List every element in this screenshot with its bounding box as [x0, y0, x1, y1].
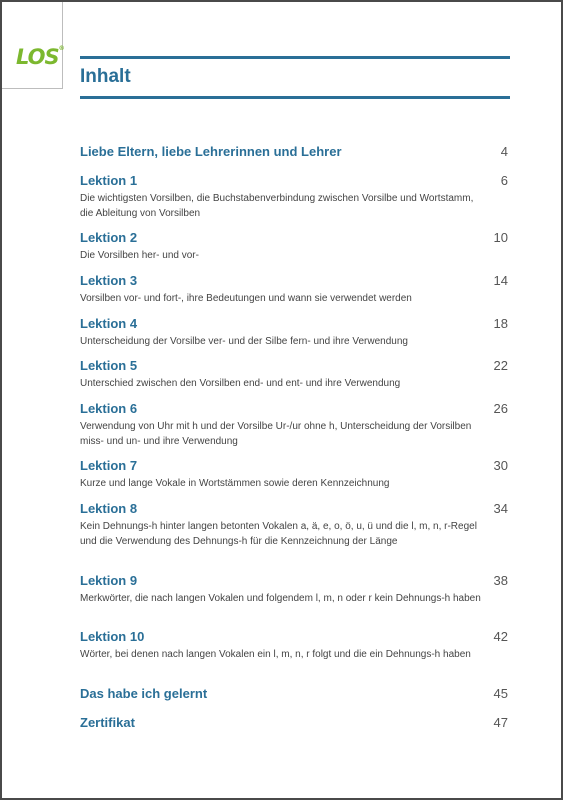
toc-entry-description: Merkwörter, die nach langen Vokalen und folgendem l, m, n oder r kein Dehnungs-h haben: [80, 593, 481, 604]
toc-entry: [80, 501, 510, 549]
toc-page-number: 30: [493, 458, 508, 473]
toc-page-number: 34: [493, 501, 508, 516]
toc-entry: [80, 686, 510, 702]
toc-entry-description: Verwendung von Uhr mit h und der Vorsilbe Ur-/ur ohne h, Unterscheidung der Vorsilben miss- und un- und ihre Verwendung: [80, 421, 472, 447]
logo-text: LOS: [16, 45, 59, 69]
registered-mark: ®: [58, 45, 65, 52]
toc-entry: [80, 316, 510, 349]
toc-entry: [80, 715, 510, 731]
toc-entry-description: Wörter, bei denen nach langen Vokalen ein l, m, n, r folgt und die ein Dehnungs-h haben: [80, 649, 471, 660]
title-rule-bottom: [80, 96, 510, 99]
toc-entry: [80, 401, 510, 449]
toc-entry-description: Die Vorsilben her- und vor-: [80, 250, 199, 261]
toc-entry-description: Kein Dehnungs-h hinter langen betonten Vokalen a, ä, e, o, ö, u, ü und die l, m, n, r-Regel und die Verwendung des Dehnungs-h für die Kennzeichnung der Länge: [80, 521, 477, 547]
toc-page-number: 45: [493, 686, 508, 701]
toc-entry-title: Lektion 10: [80, 629, 145, 644]
toc-entry-title: Lektion 1: [80, 173, 138, 188]
toc-entry: [80, 629, 510, 662]
toc-page-number: 18: [493, 316, 508, 331]
toc-entry: [80, 358, 510, 391]
toc-page-number: 4: [500, 144, 508, 159]
toc-entry: [80, 458, 510, 491]
toc-entry-title: Lektion 2: [80, 230, 138, 245]
title-rule-top: [80, 56, 510, 59]
toc-page-number: 6: [500, 173, 508, 188]
toc-entry-title: Lektion 7: [80, 458, 138, 473]
toc-entry-title: Lektion 6: [80, 401, 138, 416]
toc-entry-title: Liebe Eltern, liebe Lehrerinnen und Lehrer: [80, 144, 342, 159]
toc-entry-title: Zertifikat: [80, 715, 135, 730]
toc-entry-title: Lektion 8: [80, 501, 138, 516]
toc-entry: [80, 230, 510, 263]
toc-entry-description: Vorsilben vor- und fort-, ihre Bedeutungen und wann sie verwendet werden: [80, 293, 412, 304]
toc-page-number: 10: [493, 230, 508, 245]
toc-entry-description: Kurze und lange Vokale in Wortstämmen sowie deren Kennzeichnung: [80, 478, 390, 489]
los-logo: [16, 45, 65, 69]
toc-entry-description: Die wichtigsten Vorsilben, die Buchstabenverbindung zwischen Vorsilbe und Wortstamm, die Ableitung von Vorsilben: [80, 193, 474, 219]
toc-entry-title: Lektion 4: [80, 316, 138, 331]
toc-page-number: 38: [493, 573, 508, 588]
toc-page-number: 47: [493, 715, 508, 730]
toc-page-number: 42: [493, 629, 508, 644]
logo-box: [2, 2, 63, 89]
toc-entry-title: Das habe ich gelernt: [80, 686, 208, 701]
page-title: Inhalt: [80, 66, 131, 87]
toc-entry: [80, 573, 510, 606]
toc-entry: [80, 144, 510, 160]
toc-page-number: 22: [493, 358, 508, 373]
toc-entry-title: Lektion 5: [80, 358, 138, 373]
toc-entry-title: Lektion 9: [80, 573, 138, 588]
toc-entry-title: Lektion 3: [80, 273, 138, 288]
toc-entry-description: Unterschied zwischen den Vorsilben end- und ent- und ihre Verwendung: [80, 378, 401, 389]
toc-entry: [80, 173, 510, 221]
toc-page-number: 26: [493, 401, 508, 416]
toc-entry-description: Unterscheidung der Vorsilbe ver- und der Silbe fern- und ihre Verwendung: [80, 336, 408, 347]
toc-page-number: 14: [493, 273, 508, 288]
toc-entry: [80, 273, 510, 306]
